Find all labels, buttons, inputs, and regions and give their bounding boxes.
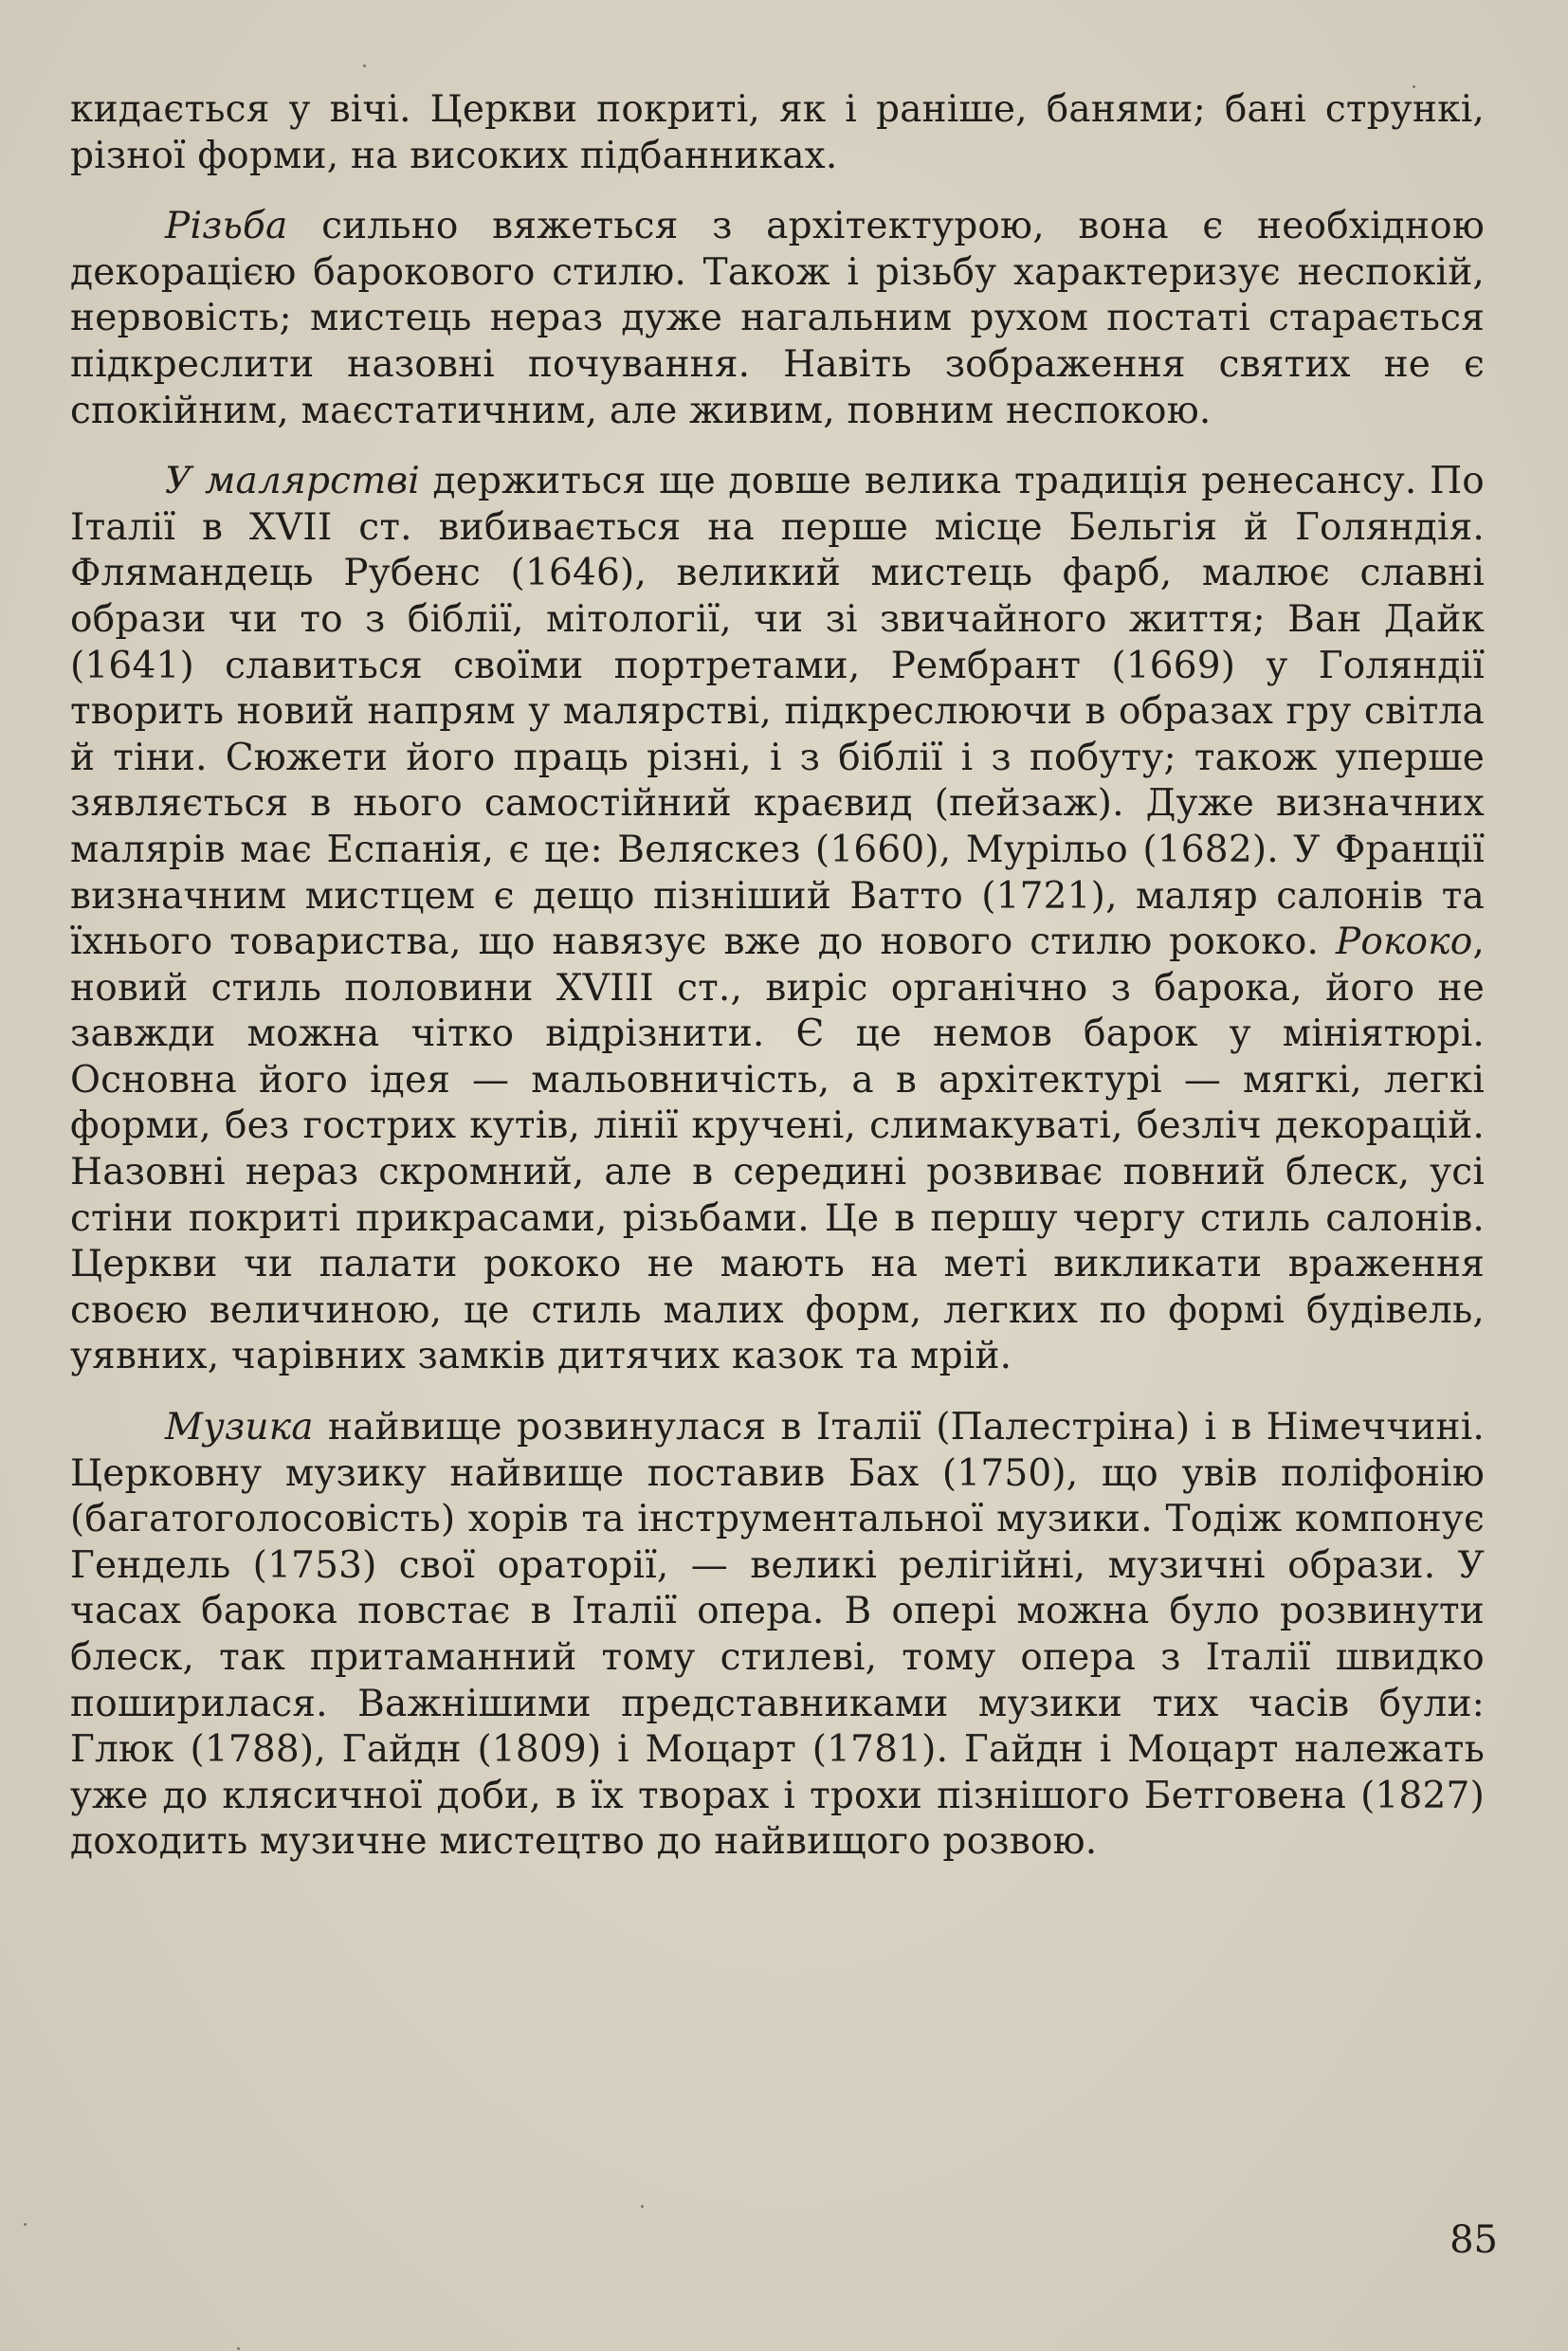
paper-speck (237, 2347, 240, 2350)
paragraph-4 (70, 1405, 1485, 1866)
paragraph-3 (70, 459, 1485, 1380)
paragraph-4-lead: Музика (165, 1406, 314, 1449)
paragraph-3-text: держиться ще довше велика традиція ренесансу. По Італії в XVII ст. вибивається на перше місце Бельгія й Голяндія. Флямандець Рубенс (1646), великий мистець фарб, малює славні образи чи то з біблії, мітології, чи зі звичайного життя; Ван Дайк (1641) славиться своїми портретами, Рембрант (1669) у Голяндії творить новий напрям у малярстві, підкреслюючи в образах гру світла й тіни. Сюжети його праць різні, і з біблії і з побуту; також уперше зявляється в нього самостійний краєвид (пейзаж). Дуже визначних малярів має Еспанія, є це: Веляскез (1660), Мурільо (1682). У Франції визначним мистцем є дещо пізніший Ватто (1721), маляр салонів та їхнього товариства, що навязує вже до нового стилю рококо. (70, 460, 1485, 964)
page-number: 85 (1449, 2218, 1498, 2262)
paper-speck (641, 2205, 644, 2208)
paper-speck (1413, 85, 1415, 88)
paragraph-3-text-2: , новий стиль половини XVIII ст., виріс органічно з барока, його не завжди можна чітко відрізнити. Є це немов барок у мініятюрі. Основна його ідея — мальовничість, а в архітектурі — мягкі, легкі форми, без гострих кутів, лінії кручені, слимакуваті, безліч декорацій. Назовні нераз скромний, але в середині розвиває повний блеск, усі стіни покриті прикрасами, різьбами. Це в першу чергу стиль салонів. Церкви чи палати рококо не мають на меті викликати враження своєю величиною, це стиль малих форм, легких по формі будівель, уявних, чарівних замків дитячих казок та мрій. (70, 920, 1485, 1378)
paper-speck (24, 2223, 27, 2226)
paragraph-4-text: найвище розвинулася в Італії (Палестріна) і в Німеччині. Церковну музику найвище поставив Бах (1750), що увів поліфонію (багатоголосовість) хорів та інструментальної музики. Тодіж компонує Гендель (1753) свої ораторії, — великі релігійні, музичні образи. У часах барока повстає в Італії опера. В опері можна було розвинути блеск, так притаманний тому стилеві, тому опера з Італії швидко поширилася. Важнішими представниками музики тих часів були: Глюк (1788), Гайдн (1809) і Моцарт (1781). Гайдн і Моцарт належать уже до клясичної доби, в їх творах і трохи пізнішого Бетговена (1827) доходить музичне мистецтво до найвищого розвою. (70, 1406, 1485, 1864)
paragraph-1-text: кидається у вічі. Церкви покриті, як і раніше, банями; бані стрункі, різної форми, на високих підбанниках. (70, 88, 1485, 177)
paragraph-2-text: сильно вяжеться з архітектурою, вона є необхідною декорацією барокового стилю. Також і різьбу характеризує неспокій, нервовість; мистець нераз дуже нагальним рухом постаті старається підкреслити назовні почування. Навіть зображення святих не є спокійним, маєстатичним, але живим, повним неспокою. (70, 205, 1485, 432)
paragraph-2-lead: Різьба (165, 205, 288, 248)
paragraph-2 (70, 204, 1485, 434)
paragraph-3-lead: У малярстві (165, 460, 420, 503)
paragraph-3-lead-2: Рококо (1335, 920, 1473, 964)
paragraph-1 (70, 87, 1485, 179)
body-text (70, 87, 1485, 1890)
paper-speck (363, 64, 366, 67)
